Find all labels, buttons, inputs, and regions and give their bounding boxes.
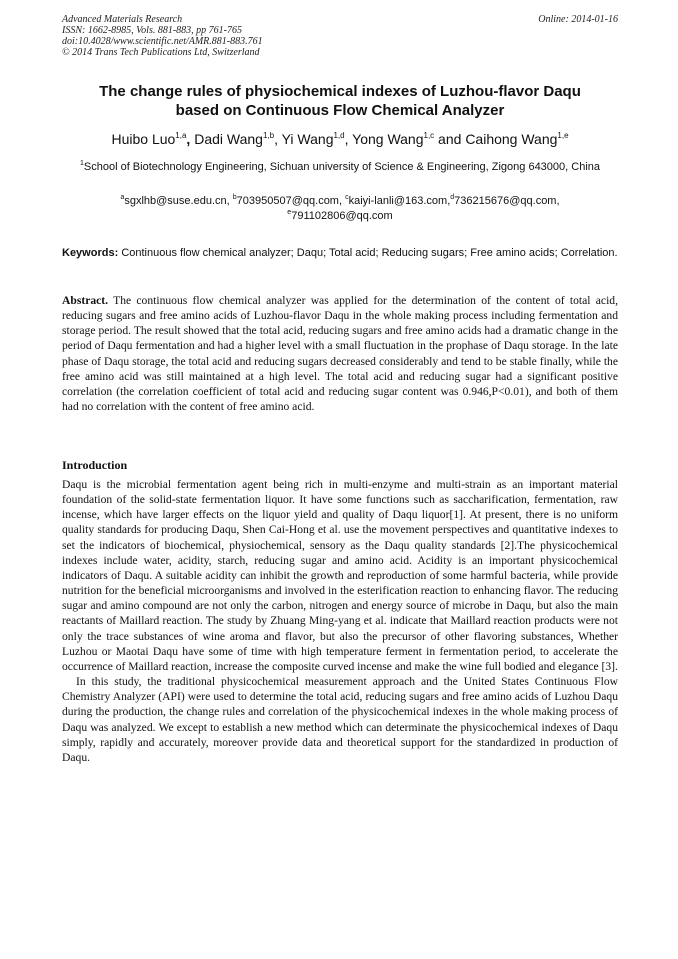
- affiliation-text: School of Biotechnology Engineering, Sichuan university of Science & Engineering, Zigong 643000, China: [83, 161, 601, 173]
- email-marker: a: [120, 194, 125, 201]
- author-separator: ,: [186, 131, 195, 147]
- author-name: Caihong Wang: [465, 131, 558, 147]
- email-marker: c: [345, 194, 349, 201]
- email-address: 736215676@qq.com: [454, 195, 557, 207]
- online-date: Online: 2014-01-16: [538, 14, 618, 25]
- email-separator: ,: [447, 195, 451, 207]
- paper-title-line-1: The change rules of physiochemical indexes of Luzhou-flavor Daqu: [99, 83, 581, 100]
- email-marker: d: [450, 194, 455, 201]
- author-separator: ,: [344, 131, 353, 147]
- email-separator: ,: [338, 195, 346, 207]
- introduction-heading: Introduction: [62, 458, 128, 472]
- abstract-label: Abstract.: [62, 294, 109, 307]
- introduction-paragraph-1: Daqu is the microbial fermentation agent being rich in multi-enzyme and multi-strain as an important material foundation of the solid-state fermentation liquor. It have some functions such as saccharification, fermentation, raw incense, which have larger effects on the liquor yield and quality of Daqu liquor[1]. At present, there is no uniform quality standards for producing Daqu, Shen Cai-Hong et al. use the movement perspectives and quantitative indexes to set the indicators of biochemical, physiochemical, sensory as the Daqu quality standards [2].The physicochemical indexes include water, acidity, starch, reducing sugar and amino acid. Acidity is an important physicochemical indicators of Daqu. A suitable acidity can inhibit the growth and reproduction of some harmful bacteria, while provide nutrition for the beneficial microorganisms and involved in the esterification reaction to enhancing flavor. The reducing sugar and amino compound are not only the carbon, nitrogen and energy source of microbe in Daqu, but also the main reactants of Maillard reaction. The study by Zhuang Ming-yang et al. indicate that Maillard reaction products were not only the trace substances of wine aroma and flavor, but also the precursor of other flavoring substances, Whether Luzhou or Maotai Daqu have some of time with high temperature ferment in fermentation period, to accelerate the occurrence of Maillard reaction, increase the composite curved incense and make the wine full bodied and elegance [3].: [62, 478, 618, 673]
- introduction-paragraph-2: In this study, the traditional physicochemical measurement approach and the United States Continuous Flow Chemistry Analyzer (API) were used to determine the total acid, reducing sugars and free amino acids of Luzhou Daqu during the production, the change rules and correlation of the physicochemical indexes in the whole making process of Daqu was analyzed. We except to establish a new method which can determinate the physicochemical indexes of Daqu simply, rapidly and accurately, moreover provide data and theoretical support for the standardized in production of Daqu.: [62, 675, 618, 764]
- email-address: sgxlhb@suse.edu.cn: [124, 195, 227, 207]
- author-affiliation-marker: 1,d: [333, 131, 345, 140]
- email-address: kaiyi-lanli@163.com: [348, 195, 448, 207]
- affiliation: [62, 160, 618, 175]
- author-separator: and: [434, 131, 466, 147]
- email-separator: ,: [226, 195, 233, 207]
- email-separator: ,: [556, 195, 560, 207]
- author-name: Yi Wang: [281, 131, 334, 147]
- journal-copyright: © 2014 Trans Tech Publications Ltd, Switzerland: [62, 47, 260, 58]
- affiliation-marker: 1: [79, 160, 84, 167]
- author-name: Yong Wang: [352, 131, 424, 147]
- journal-doi: doi:10.4028/www.scientific.net/AMR.881-883.761: [62, 36, 263, 47]
- author-affiliation-marker: 1,b: [262, 131, 275, 140]
- email-marker: e: [287, 209, 292, 216]
- journal-name: Advanced Materials Research: [62, 14, 183, 25]
- author-name: Huibo Luo: [111, 131, 176, 147]
- email-address: 791102806@qq.com: [291, 210, 393, 222]
- author-separator: ,: [274, 131, 282, 147]
- author-affiliation-marker: 1,e: [557, 131, 569, 140]
- journal-header: [62, 14, 618, 58]
- author-list: [62, 130, 618, 148]
- paper-title-line-2: based on Continuous Flow Chemical Analyzer: [175, 102, 505, 119]
- paper-title: [62, 82, 618, 120]
- abstract: [62, 293, 618, 414]
- author-name: Dadi Wang: [194, 131, 263, 147]
- abstract-text: The continuous flow chemical analyzer was applied for the determination of the content of total acid, reducing sugars and free amino acids of Luzhou-flavor Daqu in the whole making process including fermentation and storage period. The result showed that the total acid, reducing sugars and free amino acids had a dramatic change in the period of Daqu fermentation and had a higher level with a small fluctuation in the prophase of Daqu storage. In the late phase of Daqu storage, the total acid and reducing sugars decreased considerably and tend to be stable finally, while the free amino acid was still maintained at a high level. The total acid and reducing sugar had a significant positive correlation (the correlation coefficient of total acid and reducing sugar content was 0.946,P<0.01), and both of them had no correlation with the content of free amino acid.: [62, 294, 618, 414]
- email-marker: b: [232, 194, 237, 201]
- keywords-label: Keywords:: [62, 247, 119, 259]
- introduction-body: [62, 477, 618, 765]
- journal-issn: ISSN: 1662-8985, Vols. 881-883, pp 761-765: [62, 25, 242, 36]
- email-list: [62, 194, 618, 224]
- keywords-text: Continuous flow chemical analyzer; Daqu; Total acid; Reducing sugars; Free amino acids; Correlation.: [121, 247, 618, 259]
- author-affiliation-marker: 1,c: [423, 131, 435, 140]
- keywords: [62, 246, 618, 261]
- author-affiliation-marker: 1,a: [175, 131, 187, 140]
- email-address: 703950507@qq.com: [236, 195, 339, 207]
